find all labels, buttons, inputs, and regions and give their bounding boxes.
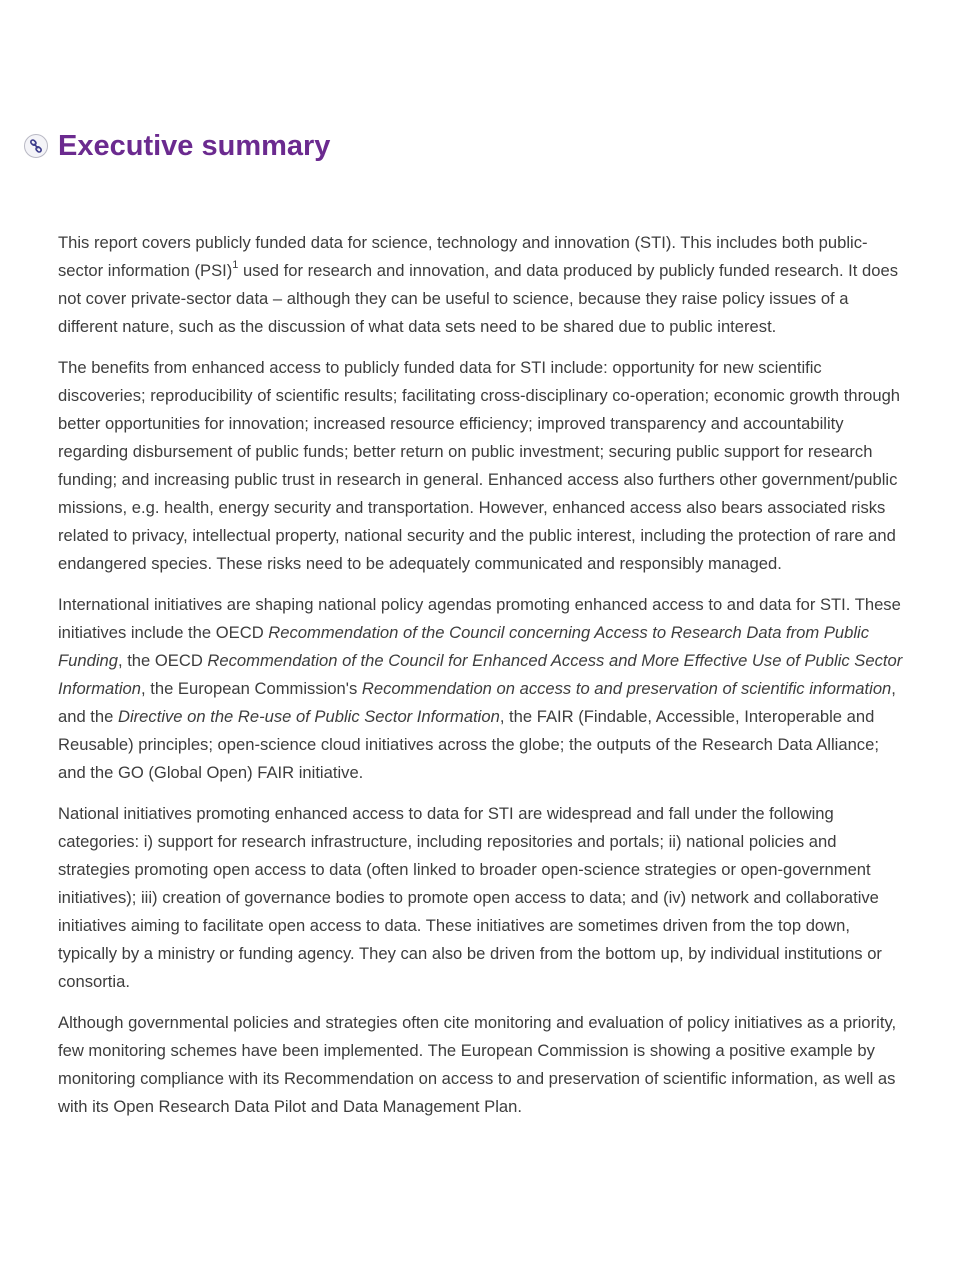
psi-directive: Directive on the Re-use of Public Sector Information	[117, 707, 500, 726]
footnote-marker[interactable]: 1	[232, 259, 239, 272]
body-text	[58, 229, 904, 1134]
paragraph-3-text-1: International initiatives are shaping national policy agendas promoting enhanced access to and data for STI. These initiatives include the OECD	[58, 595, 901, 642]
link-icon[interactable]	[24, 134, 48, 158]
paragraph-3-text-3: , the European Commission's	[141, 679, 362, 698]
ec-recommendation: Recommendation on access to and preservation of scientific information	[361, 679, 892, 698]
paragraph-3-text-4: , and the	[58, 679, 896, 726]
paragraph-1-text-b: used for research and innovation, and data produced by publicly funded research. It does not cover private-sector data – although they can be useful to science, because they raise policy issues of a different nature, such as the discussion of what data sets need to be shared due to public interest.	[58, 261, 898, 336]
section-header	[24, 128, 330, 164]
oecd-research-data-recommendation: Recommendation of the Council concerning Access to Research Data from Public Funding	[58, 623, 870, 670]
paragraph-1-text-a: This report covers publicly funded data for science, technology and innovation (STI). This includes both public-sector information (PSI)	[58, 233, 868, 280]
paragraph-3-text-5: , the FAIR (Findable, Accessible, Interoperable and Reusable) principles; open-science cloud initiatives across the globe; the outputs of the Research Data Alliance; and the GO (Global Open) FAIR initiative.	[58, 707, 879, 782]
paragraph-5: Although governmental policies and strategies often cite monitoring and evaluation of policy initiatives as a priority, few monitoring schemes have been implemented. The European Commission is showing a positive example by monitoring compliance with its Recommendation on access to and preservation of scientific information, as well as with its Open Research Data Pilot and Data Management Plan.	[58, 1013, 897, 1116]
paragraph-4: National initiatives promoting enhanced access to data for STI are widespread and fall under the following categories: i) support for research infrastructure, including repositories and portals; ii) national policies and strategies promoting open access to data (often linked to broader open-science strategies or open-government initiatives); iii) creation of governance bodies to promote open access to data; and (iv) network and collaborative initiatives aiming to facilitate open access to data. These initiatives are sometimes driven from the top down, typically by a ministry or funding agency. They can also be driven from the bottom up, by individual institutions or consortia.	[58, 804, 882, 991]
link-icon-graphic	[29, 139, 43, 153]
paragraph-1	[58, 229, 904, 341]
oecd-psi-recommendation: Recommendation of the Council for Enhanced Access and More Effective Use of Public Sector Information	[58, 651, 903, 698]
paragraph-2: The benefits from enhanced access to publicly funded data for STI include: opportunity for new scientific discoveries; reproducibility of scientific results; facilitating cross-disciplinary co-operation; economic growth through better opportunities for innovation; increased resource efficiency; improved transparency and accountability regarding disbursement of public funds; better return on public investment; securing public support for research funding; and increasing public trust in research in general. Enhanced access also furthers other government/public missions, e.g. health, energy security and transportation. However, enhanced access also bears associated risks related to privacy, intellectual property, national security and the public interest, including the protection of rare and endangered species. These risks need to be adequately communicated and responsibly managed.	[58, 358, 901, 573]
paragraph-3	[58, 591, 904, 787]
paragraph-3-text-2: , the OECD	[117, 651, 208, 670]
page-title: Executive summary	[58, 130, 331, 162]
